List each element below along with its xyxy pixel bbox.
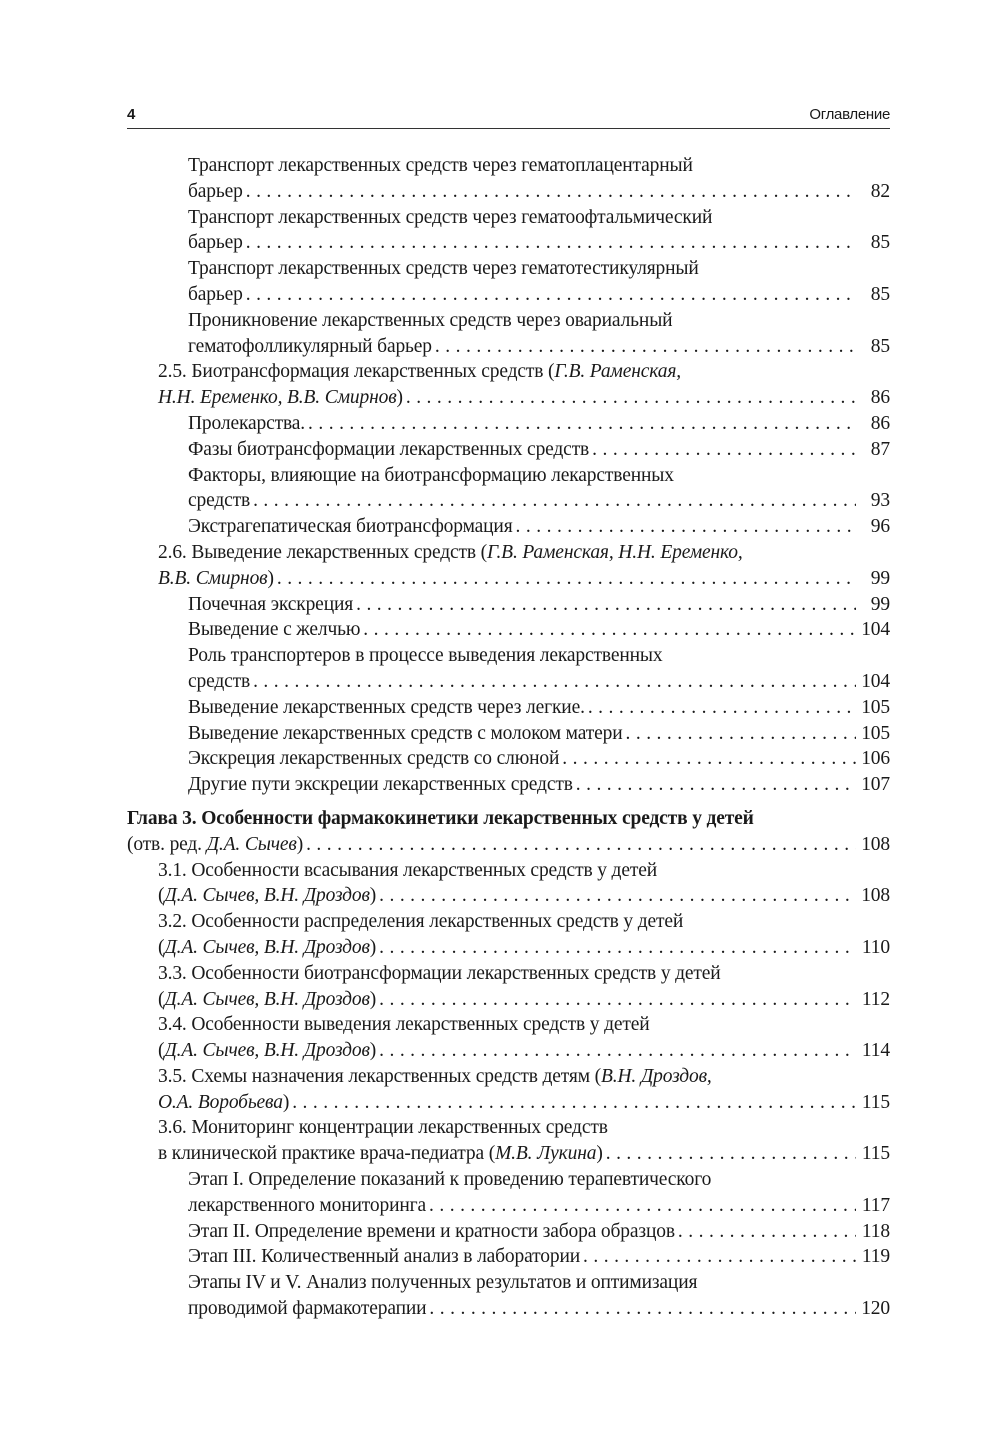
toc-line [127, 883, 890, 909]
author-names: В.Н. Дроздов, [601, 1065, 712, 1087]
toc-line-text [188, 437, 589, 463]
toc-line [127, 153, 890, 179]
toc-line-text [188, 1244, 580, 1270]
toc-line-text [158, 1141, 603, 1167]
toc-line-text [188, 153, 693, 179]
entry-title: 3.1. Особенности всасывания лекарственных средств у детей [158, 859, 657, 881]
entry-title: Почечная экскреция [188, 593, 354, 615]
page-ref: 115 [861, 1143, 890, 1165]
entry-title: ( [158, 1040, 165, 1062]
toc-line [127, 746, 890, 772]
chapter-title: Глава 3. Особенности фармакокинетики лекарственных средств у детей [127, 807, 754, 829]
entry-title: 3.6. Мониторинг концентрации лекарственных средств [158, 1117, 608, 1139]
toc-line-text [188, 695, 585, 721]
entry-title: ) [369, 885, 377, 907]
dot-leader [606, 1141, 856, 1167]
toc-line-text [158, 1038, 376, 1064]
toc-line [127, 1064, 890, 1090]
dot-leader [306, 832, 856, 858]
toc-line [127, 411, 890, 437]
toc-line [127, 437, 890, 463]
author-names: Д.А. Сычев, В.Н. Дроздов [164, 1040, 370, 1062]
toc-line [127, 695, 890, 721]
toc-line-text [158, 359, 681, 385]
toc-line [127, 669, 890, 695]
entry-title: проводимой фармакотерапии [188, 1298, 427, 1320]
dot-leader [363, 617, 856, 643]
toc-line [127, 935, 890, 961]
toc-line-text [188, 256, 699, 282]
toc-line [127, 1090, 890, 1116]
toc-line [127, 832, 890, 858]
entry-title: ( [158, 885, 165, 907]
page-ref: 93 [870, 490, 890, 512]
toc-line-text [188, 1219, 675, 1245]
page-ref: 107 [861, 774, 890, 796]
dot-leader [292, 1090, 856, 1116]
entry-title: 2.5. Биотрансформация лекарственных средств ( [158, 361, 555, 383]
toc-entry[interactable] [127, 256, 890, 308]
toc-line [127, 772, 890, 798]
toc-entry[interactable] [127, 1012, 890, 1064]
page-ref: 119 [861, 1246, 890, 1268]
dot-leader [435, 334, 856, 360]
page-ref: 117 [861, 1194, 890, 1216]
toc-line [127, 1167, 890, 1193]
dot-leader [379, 883, 856, 909]
page-ref: 110 [861, 936, 890, 958]
toc-line-text [158, 858, 657, 884]
page-ref: 99 [870, 593, 890, 615]
toc-line [127, 617, 890, 643]
toc-line [127, 256, 890, 282]
dot-leader [246, 179, 856, 205]
toc-line [127, 1115, 890, 1141]
author-names: Н.Н. Еременко, В.В. Смирнов [158, 387, 397, 409]
entry-title: в клинической практике врача-педиатра ( [158, 1143, 496, 1165]
author-names: О.А. Воробьева [158, 1091, 283, 1113]
toc-line-text [158, 909, 683, 935]
entry-title: ) [369, 936, 377, 958]
toc-entry[interactable] [127, 437, 890, 463]
dot-leader [379, 935, 856, 961]
page-ref: 115 [861, 1091, 890, 1113]
toc-line-text [188, 179, 243, 205]
entry-title: Пролекарства. [188, 412, 306, 434]
toc-line [127, 566, 890, 592]
toc-line [127, 909, 890, 935]
dot-leader [246, 282, 856, 308]
dot-leader [429, 1296, 856, 1322]
entry-title: Другие пути экскреции лекарственных средств [188, 774, 573, 796]
entry-title: Этап III. Количественный анализ в лаборатории [188, 1246, 581, 1268]
toc-entry[interactable] [127, 909, 890, 961]
entry-title: Экскреция лекарственных средств со слюной [188, 748, 560, 770]
page-ref: 96 [870, 516, 890, 538]
toc-line [127, 205, 890, 231]
toc-line [127, 1296, 890, 1322]
toc-line-text [188, 514, 513, 540]
entry-title: (отв. ред. [127, 833, 207, 855]
entry-title: ) [267, 567, 274, 589]
toc-line-text [158, 1115, 608, 1141]
toc-line [127, 1012, 890, 1038]
dot-leader [678, 1219, 856, 1245]
entry-title: Этап II. Определение времени и кратности забора образцов [188, 1220, 675, 1242]
toc-line [127, 592, 890, 618]
toc-line-text [188, 411, 305, 437]
entry-title: барьер [188, 180, 243, 202]
author-names: Д.А. Сычев [206, 833, 297, 855]
entry-title: Выведение с желчью [188, 619, 361, 641]
section-title: Оглавление [809, 106, 890, 123]
page-ref: 106 [861, 748, 890, 770]
toc-entry[interactable] [127, 411, 890, 437]
toc-line [127, 721, 890, 747]
entry-title: Выведение лекарственных средств через легкие. [188, 696, 585, 718]
entry-title: ) [369, 988, 377, 1010]
entry-title: Факторы, влияющие на биотрансформацию лекарственных [188, 464, 674, 486]
toc-line [127, 230, 890, 256]
toc-line-text [188, 205, 712, 231]
toc-line [127, 385, 890, 411]
entry-title: ) [296, 833, 304, 855]
toc-entry[interactable] [127, 1244, 890, 1270]
toc-line [127, 1219, 890, 1245]
page-ref: 118 [861, 1220, 890, 1242]
dot-leader [516, 514, 856, 540]
page-ref: 105 [861, 696, 890, 718]
author-names: Г.В. Раменская, Н.Н. Еременко, [486, 541, 743, 563]
page-ref: 99 [870, 567, 890, 589]
toc-line-text [127, 806, 754, 832]
dot-leader [253, 669, 856, 695]
toc-entry[interactable] [127, 540, 890, 592]
toc-line-text [188, 746, 559, 772]
toc-line [127, 1244, 890, 1270]
toc-line-text [158, 1090, 289, 1116]
dot-leader [246, 230, 856, 256]
dot-leader [379, 987, 856, 1013]
dot-leader [626, 721, 857, 747]
page-ref: 82 [870, 180, 890, 202]
entry-title: 3.2. Особенности распределения лекарственных средств у детей [158, 911, 684, 933]
toc-line [127, 514, 890, 540]
dot-leader [562, 746, 856, 772]
entry-title: Транспорт лекарственных средств через гематотестикулярный [188, 258, 699, 280]
toc-line-text [188, 334, 432, 360]
toc-line [127, 1193, 890, 1219]
page-number: 4 [127, 106, 136, 123]
toc-entry[interactable] [127, 1064, 890, 1116]
page-ref: 87 [870, 438, 890, 460]
toc-line [127, 359, 890, 385]
dot-leader [583, 1244, 856, 1270]
toc-entry[interactable] [127, 463, 890, 515]
toc-entry[interactable] [127, 695, 890, 721]
toc-line-text [188, 1296, 426, 1322]
entry-title: средств [188, 490, 251, 512]
toc-entry[interactable] [127, 858, 890, 910]
author-names: Г.В. Раменская, [554, 361, 681, 383]
entry-title: 2.6. Выведение лекарственных средств ( [158, 541, 487, 563]
toc-line-text [158, 1064, 712, 1090]
entry-title: Фазы биотрансформации лекарственных средств [188, 438, 590, 460]
entry-title: Проникновение лекарственных средств через овариальный [188, 309, 673, 331]
dot-leader [277, 566, 856, 592]
toc-entry[interactable] [127, 1270, 890, 1322]
toc-entry[interactable] [127, 617, 890, 643]
toc-line-text [158, 540, 743, 566]
author-names: В.В. Смирнов [158, 567, 268, 589]
entry-title: Транспорт лекарственных средств через гематоплацентарный [188, 155, 693, 176]
page-ref: 104 [861, 670, 890, 692]
page-ref: 86 [870, 387, 890, 409]
toc-line-text [158, 566, 274, 592]
entry-title: гематофолликулярный барьер [188, 335, 432, 357]
toc-line-text [158, 385, 403, 411]
dot-leader [429, 1193, 856, 1219]
entry-title: ) [596, 1143, 603, 1165]
author-names: Д.А. Сычев, В.Н. Дроздов [164, 936, 370, 958]
dot-leader [356, 592, 856, 618]
toc-line-text [158, 935, 376, 961]
toc-line-text [188, 721, 623, 747]
toc-line-text [188, 1193, 426, 1219]
entry-title: ) [369, 1040, 377, 1062]
toc-line [127, 1141, 890, 1167]
page-ref: 112 [861, 988, 890, 1010]
toc-line-text [158, 883, 376, 909]
entry-title: барьер [188, 283, 243, 305]
toc-line-text [188, 617, 360, 643]
toc-line-text [188, 772, 573, 798]
entry-title: 3.3. Особенности биотрансформации лекарственных средств у детей [158, 962, 721, 984]
toc-line [127, 179, 890, 205]
toc-line [127, 1270, 890, 1296]
page-ref: 108 [861, 833, 890, 855]
toc-entry[interactable] [127, 961, 890, 1013]
toc-line-text [188, 308, 672, 334]
page-ref: 86 [870, 412, 890, 434]
entry-title: 3.5. Схемы назначения лекарственных средств детям ( [158, 1065, 601, 1087]
running-header [127, 104, 890, 129]
entry-title: Этапы IV и V. Анализ полученных результатов и оптимизация [188, 1272, 698, 1294]
toc-line-text [158, 987, 376, 1013]
entry-title: барьер [188, 232, 243, 254]
toc-line [127, 643, 890, 669]
toc-entry[interactable] [127, 308, 890, 360]
entry-title: Выведение лекарственных средств с молоком матери [188, 722, 623, 744]
dot-leader [576, 772, 856, 798]
toc-line [127, 806, 890, 832]
toc-entry[interactable] [127, 1219, 890, 1245]
dot-leader [379, 1038, 856, 1064]
toc-entry[interactable] [127, 721, 890, 747]
author-names: М.В. Лукина [495, 1143, 597, 1165]
page-ref: 114 [861, 1040, 890, 1062]
toc-line [127, 858, 890, 884]
table-of-contents [127, 153, 890, 1322]
toc-line-text [127, 832, 303, 858]
toc-line [127, 961, 890, 987]
entry-title: Экстрагепатическая биотрансформация [188, 516, 513, 538]
toc-line-text [188, 230, 243, 256]
dot-leader [592, 437, 856, 463]
page-ref: 85 [870, 283, 890, 305]
toc-entry[interactable] [127, 772, 890, 798]
entry-title: Этап I. Определение показаний к проведению терапевтического [188, 1169, 712, 1191]
dot-leader [406, 385, 856, 411]
toc-line [127, 334, 890, 360]
toc-line [127, 1038, 890, 1064]
entry-title: лекарственного мониторинга [188, 1194, 427, 1216]
entry-title: ( [158, 988, 165, 1010]
toc-line-text [188, 669, 250, 695]
page-ref: 85 [870, 335, 890, 357]
toc-line [127, 308, 890, 334]
toc-line-text [188, 643, 662, 669]
toc-entry[interactable] [127, 514, 890, 540]
entry-title: ) [282, 1091, 290, 1113]
toc-line [127, 540, 890, 566]
dot-leader [308, 411, 856, 437]
toc-line [127, 987, 890, 1013]
toc-entry[interactable] [127, 359, 890, 411]
page-ref: 105 [861, 722, 890, 744]
toc-entry[interactable] [127, 1115, 890, 1167]
dot-leader [253, 488, 856, 514]
author-names: Д.А. Сычев, В.Н. Дроздов [164, 988, 370, 1010]
toc-line-text [188, 592, 353, 618]
toc-line-text [158, 961, 721, 987]
toc-line [127, 463, 890, 489]
toc-entry[interactable] [127, 153, 890, 205]
author-names: Д.А. Сычев, В.Н. Дроздов [164, 885, 370, 907]
entry-title: ( [158, 936, 165, 958]
toc-line-text [188, 488, 250, 514]
toc-entry[interactable] [127, 1167, 890, 1219]
entry-title: 3.4. Особенности выведения лекарственных средств у детей [158, 1014, 650, 1036]
page-ref: 104 [861, 619, 890, 641]
toc-line-text [158, 1012, 650, 1038]
toc-entry[interactable] [127, 592, 890, 618]
toc-line [127, 488, 890, 514]
toc-line-text [188, 1270, 697, 1296]
toc-chapter-entry[interactable] [127, 806, 890, 858]
toc-line-text [188, 282, 243, 308]
toc-entry[interactable] [127, 643, 890, 695]
entry-title: Роль транспортеров в процессе выведения лекарственных [188, 645, 663, 667]
page-ref: 85 [870, 232, 890, 254]
dot-leader [588, 695, 856, 721]
toc-line-text [188, 463, 674, 489]
page-ref: 120 [861, 1298, 890, 1320]
entry-title: средств [188, 670, 251, 692]
toc-line [127, 282, 890, 308]
toc-entry[interactable] [127, 746, 890, 772]
toc-entry[interactable] [127, 205, 890, 257]
entry-title: ) [396, 387, 403, 409]
entry-title: Транспорт лекарственных средств через гематоофтальмический [188, 206, 713, 228]
toc-line-text [188, 1167, 711, 1193]
page-ref: 108 [861, 885, 890, 907]
